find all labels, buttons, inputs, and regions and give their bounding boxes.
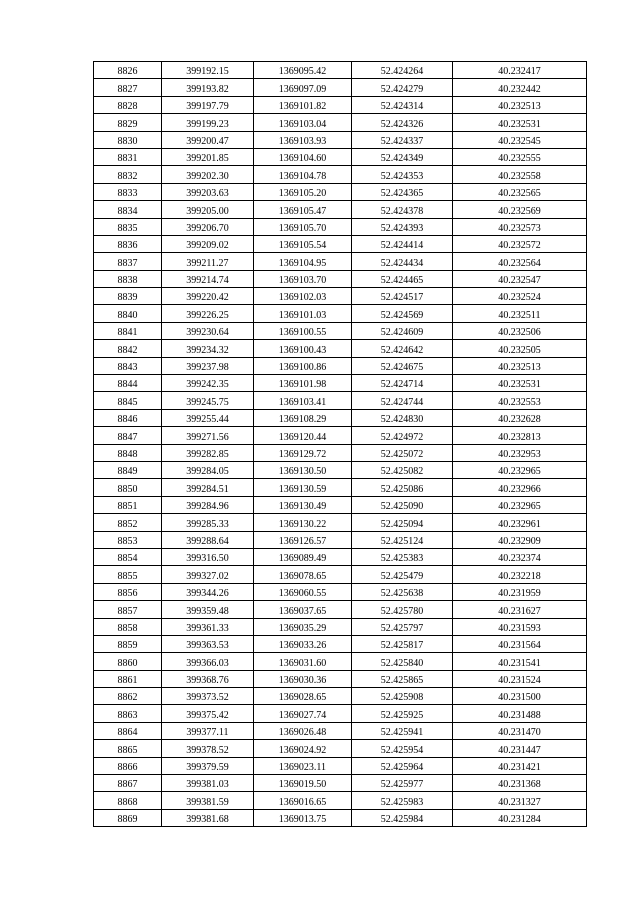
longitude-cell: 40.232505	[453, 340, 587, 357]
longitude-cell: 40.232813	[453, 427, 587, 444]
x-coordinate-cell: 399199.23	[162, 114, 254, 131]
x-coordinate-cell: 399359.48	[162, 601, 254, 618]
table-row	[94, 409, 587, 426]
table-row	[94, 322, 587, 339]
longitude-cell: 40.231541	[453, 653, 587, 670]
longitude-cell: 40.232547	[453, 270, 587, 287]
table-row	[94, 757, 587, 774]
longitude-cell: 40.232553	[453, 392, 587, 409]
y-coordinate-cell: 1369013.75	[254, 809, 352, 826]
longitude-cell: 40.232953	[453, 444, 587, 461]
latitude-cell: 52.425124	[352, 531, 453, 548]
longitude-cell: 40.232531	[453, 375, 587, 392]
y-coordinate-cell: 1369095.42	[254, 62, 352, 79]
point-number-cell: 8838	[94, 270, 162, 287]
y-coordinate-cell: 1369108.29	[254, 409, 352, 426]
table-row	[94, 201, 587, 218]
y-coordinate-cell: 1369028.65	[254, 688, 352, 705]
longitude-cell: 40.231959	[453, 583, 587, 600]
point-number-cell: 8836	[94, 235, 162, 252]
longitude-cell: 40.232511	[453, 305, 587, 322]
longitude-cell: 40.232966	[453, 479, 587, 496]
table-row	[94, 479, 587, 496]
x-coordinate-cell: 399375.42	[162, 705, 254, 722]
longitude-cell: 40.232442	[453, 79, 587, 96]
point-number-cell: 8846	[94, 409, 162, 426]
latitude-cell: 52.424393	[352, 218, 453, 235]
y-coordinate-cell: 1369126.57	[254, 531, 352, 548]
point-number-cell: 8867	[94, 775, 162, 792]
y-coordinate-cell: 1369023.11	[254, 757, 352, 774]
longitude-cell: 40.231447	[453, 740, 587, 757]
table-row	[94, 235, 587, 252]
x-coordinate-cell: 399284.05	[162, 461, 254, 478]
point-number-cell: 8850	[94, 479, 162, 496]
table-row	[94, 740, 587, 757]
latitude-cell: 52.424675	[352, 357, 453, 374]
latitude-cell: 52.425072	[352, 444, 453, 461]
latitude-cell: 52.424365	[352, 183, 453, 200]
latitude-cell: 52.425964	[352, 757, 453, 774]
y-coordinate-cell: 1369103.41	[254, 392, 352, 409]
latitude-cell: 52.424830	[352, 409, 453, 426]
longitude-cell: 40.232572	[453, 235, 587, 252]
y-coordinate-cell: 1369019.50	[254, 775, 352, 792]
x-coordinate-cell: 399373.52	[162, 688, 254, 705]
y-coordinate-cell: 1369033.26	[254, 635, 352, 652]
x-coordinate-cell: 399284.51	[162, 479, 254, 496]
x-coordinate-cell: 399316.50	[162, 548, 254, 565]
point-number-cell: 8866	[94, 757, 162, 774]
x-coordinate-cell: 399366.03	[162, 653, 254, 670]
y-coordinate-cell: 1369104.60	[254, 148, 352, 165]
y-coordinate-cell: 1369030.36	[254, 670, 352, 687]
y-coordinate-cell: 1369130.22	[254, 514, 352, 531]
point-number-cell: 8847	[94, 427, 162, 444]
longitude-cell: 40.231500	[453, 688, 587, 705]
x-coordinate-cell: 399271.56	[162, 427, 254, 444]
x-coordinate-cell: 399209.02	[162, 235, 254, 252]
x-coordinate-cell: 399282.85	[162, 444, 254, 461]
y-coordinate-cell: 1369102.03	[254, 288, 352, 305]
point-number-cell: 8842	[94, 340, 162, 357]
table-row	[94, 688, 587, 705]
latitude-cell: 52.424569	[352, 305, 453, 322]
point-number-cell: 8857	[94, 601, 162, 618]
point-number-cell: 8862	[94, 688, 162, 705]
longitude-cell: 40.232569	[453, 201, 587, 218]
x-coordinate-cell: 399378.52	[162, 740, 254, 757]
table-row	[94, 670, 587, 687]
table-row	[94, 444, 587, 461]
longitude-cell: 40.232506	[453, 322, 587, 339]
longitude-cell: 40.232628	[453, 409, 587, 426]
longitude-cell: 40.231627	[453, 601, 587, 618]
point-number-cell: 8852	[94, 514, 162, 531]
longitude-cell: 40.232573	[453, 218, 587, 235]
x-coordinate-cell: 399226.25	[162, 305, 254, 322]
latitude-cell: 52.425817	[352, 635, 453, 652]
point-number-cell: 8865	[94, 740, 162, 757]
longitude-cell: 40.232961	[453, 514, 587, 531]
y-coordinate-cell: 1369100.43	[254, 340, 352, 357]
x-coordinate-cell: 399245.75	[162, 392, 254, 409]
x-coordinate-cell: 399327.02	[162, 566, 254, 583]
table-row	[94, 635, 587, 652]
point-number-cell: 8834	[94, 201, 162, 218]
latitude-cell: 52.425925	[352, 705, 453, 722]
x-coordinate-cell: 399214.74	[162, 270, 254, 287]
latitude-cell: 52.424972	[352, 427, 453, 444]
point-number-cell: 8826	[94, 62, 162, 79]
table-row	[94, 618, 587, 635]
x-coordinate-cell: 399203.63	[162, 183, 254, 200]
y-coordinate-cell: 1369103.70	[254, 270, 352, 287]
x-coordinate-cell: 399206.70	[162, 218, 254, 235]
latitude-cell: 52.424642	[352, 340, 453, 357]
longitude-cell: 40.232558	[453, 166, 587, 183]
y-coordinate-cell: 1369130.49	[254, 496, 352, 513]
latitude-cell: 52.425840	[352, 653, 453, 670]
x-coordinate-cell: 399377.11	[162, 722, 254, 739]
longitude-cell: 40.232555	[453, 148, 587, 165]
y-coordinate-cell: 1369016.65	[254, 792, 352, 809]
table-row	[94, 340, 587, 357]
longitude-cell: 40.231470	[453, 722, 587, 739]
y-coordinate-cell: 1369101.98	[254, 375, 352, 392]
longitude-cell: 40.231284	[453, 809, 587, 826]
point-number-cell: 8835	[94, 218, 162, 235]
latitude-cell: 52.424349	[352, 148, 453, 165]
point-number-cell: 8848	[94, 444, 162, 461]
y-coordinate-cell: 1369089.49	[254, 548, 352, 565]
latitude-cell: 52.425977	[352, 775, 453, 792]
table-row	[94, 792, 587, 809]
table-row	[94, 79, 587, 96]
x-coordinate-cell: 399242.35	[162, 375, 254, 392]
table-row	[94, 809, 587, 826]
longitude-cell: 40.231368	[453, 775, 587, 792]
latitude-cell: 52.425780	[352, 601, 453, 618]
latitude-cell: 52.425954	[352, 740, 453, 757]
x-coordinate-cell: 399193.82	[162, 79, 254, 96]
latitude-cell: 52.424609	[352, 322, 453, 339]
y-coordinate-cell: 1369105.20	[254, 183, 352, 200]
latitude-cell: 52.424326	[352, 114, 453, 131]
table-row	[94, 166, 587, 183]
table-row	[94, 96, 587, 113]
x-coordinate-cell: 399202.30	[162, 166, 254, 183]
x-coordinate-cell: 399234.32	[162, 340, 254, 357]
latitude-cell: 52.424279	[352, 79, 453, 96]
point-number-cell: 8855	[94, 566, 162, 583]
x-coordinate-cell: 399363.53	[162, 635, 254, 652]
point-number-cell: 8869	[94, 809, 162, 826]
table-row	[94, 357, 587, 374]
x-coordinate-cell: 399285.33	[162, 514, 254, 531]
longitude-cell: 40.232417	[453, 62, 587, 79]
x-coordinate-cell: 399288.64	[162, 531, 254, 548]
latitude-cell: 52.425090	[352, 496, 453, 513]
y-coordinate-cell: 1369105.70	[254, 218, 352, 235]
y-coordinate-cell: 1369078.65	[254, 566, 352, 583]
x-coordinate-cell: 399368.76	[162, 670, 254, 687]
y-coordinate-cell: 1369130.59	[254, 479, 352, 496]
point-number-cell: 8860	[94, 653, 162, 670]
y-coordinate-cell: 1369104.78	[254, 166, 352, 183]
y-coordinate-cell: 1369026.48	[254, 722, 352, 739]
point-number-cell: 8832	[94, 166, 162, 183]
point-number-cell: 8827	[94, 79, 162, 96]
x-coordinate-cell: 399361.33	[162, 618, 254, 635]
latitude-cell: 52.425983	[352, 792, 453, 809]
y-coordinate-cell: 1369097.09	[254, 79, 352, 96]
point-number-cell: 8844	[94, 375, 162, 392]
x-coordinate-cell: 399230.64	[162, 322, 254, 339]
longitude-cell: 40.232531	[453, 114, 587, 131]
longitude-cell: 40.231593	[453, 618, 587, 635]
latitude-cell: 52.425479	[352, 566, 453, 583]
longitude-cell: 40.232965	[453, 461, 587, 478]
y-coordinate-cell: 1369103.93	[254, 131, 352, 148]
table-row	[94, 218, 587, 235]
x-coordinate-cell: 399284.96	[162, 496, 254, 513]
x-coordinate-cell: 399220.42	[162, 288, 254, 305]
y-coordinate-cell: 1369130.50	[254, 461, 352, 478]
x-coordinate-cell: 399381.59	[162, 792, 254, 809]
y-coordinate-cell: 1369100.55	[254, 322, 352, 339]
x-coordinate-cell: 399200.47	[162, 131, 254, 148]
longitude-cell: 40.231564	[453, 635, 587, 652]
latitude-cell: 52.424744	[352, 392, 453, 409]
longitude-cell: 40.232218	[453, 566, 587, 583]
latitude-cell: 52.424314	[352, 96, 453, 113]
longitude-cell: 40.231421	[453, 757, 587, 774]
x-coordinate-cell: 399197.79	[162, 96, 254, 113]
longitude-cell: 40.232909	[453, 531, 587, 548]
point-number-cell: 8837	[94, 253, 162, 270]
latitude-cell: 52.424378	[352, 201, 453, 218]
latitude-cell: 52.424434	[352, 253, 453, 270]
table-row	[94, 514, 587, 531]
table-row	[94, 601, 587, 618]
point-number-cell: 8861	[94, 670, 162, 687]
table-row	[94, 496, 587, 513]
y-coordinate-cell: 1369105.47	[254, 201, 352, 218]
x-coordinate-cell: 399237.98	[162, 357, 254, 374]
coordinates-table-body	[94, 62, 587, 827]
table-row	[94, 114, 587, 131]
y-coordinate-cell: 1369037.65	[254, 601, 352, 618]
y-coordinate-cell: 1369104.95	[254, 253, 352, 270]
table-row	[94, 253, 587, 270]
point-number-cell: 8849	[94, 461, 162, 478]
point-number-cell: 8868	[94, 792, 162, 809]
point-number-cell: 8841	[94, 322, 162, 339]
latitude-cell: 52.425984	[352, 809, 453, 826]
latitude-cell: 52.425082	[352, 461, 453, 478]
y-coordinate-cell: 1369103.04	[254, 114, 352, 131]
x-coordinate-cell: 399379.59	[162, 757, 254, 774]
table-row	[94, 548, 587, 565]
point-number-cell: 8859	[94, 635, 162, 652]
point-number-cell: 8863	[94, 705, 162, 722]
longitude-cell: 40.232524	[453, 288, 587, 305]
longitude-cell: 40.231327	[453, 792, 587, 809]
table-row	[94, 148, 587, 165]
latitude-cell: 52.425094	[352, 514, 453, 531]
x-coordinate-cell: 399205.00	[162, 201, 254, 218]
point-number-cell: 8858	[94, 618, 162, 635]
table-row	[94, 775, 587, 792]
point-number-cell: 8845	[94, 392, 162, 409]
table-row	[94, 62, 587, 79]
latitude-cell: 52.424337	[352, 131, 453, 148]
latitude-cell: 52.424264	[352, 62, 453, 79]
latitude-cell: 52.425865	[352, 670, 453, 687]
y-coordinate-cell: 1369027.74	[254, 705, 352, 722]
point-number-cell: 8830	[94, 131, 162, 148]
longitude-cell: 40.232545	[453, 131, 587, 148]
x-coordinate-cell: 399344.26	[162, 583, 254, 600]
point-number-cell: 8829	[94, 114, 162, 131]
longitude-cell: 40.232564	[453, 253, 587, 270]
table-row	[94, 183, 587, 200]
x-coordinate-cell: 399255.44	[162, 409, 254, 426]
latitude-cell: 52.425797	[352, 618, 453, 635]
point-number-cell: 8840	[94, 305, 162, 322]
table-row	[94, 705, 587, 722]
longitude-cell: 40.232513	[453, 357, 587, 374]
point-number-cell: 8851	[94, 496, 162, 513]
y-coordinate-cell: 1369031.60	[254, 653, 352, 670]
table-row	[94, 722, 587, 739]
y-coordinate-cell: 1369035.29	[254, 618, 352, 635]
latitude-cell: 52.424465	[352, 270, 453, 287]
longitude-cell: 40.232565	[453, 183, 587, 200]
table-row	[94, 270, 587, 287]
longitude-cell: 40.232513	[453, 96, 587, 113]
latitude-cell: 52.425638	[352, 583, 453, 600]
y-coordinate-cell: 1369024.92	[254, 740, 352, 757]
point-number-cell: 8864	[94, 722, 162, 739]
table-row	[94, 288, 587, 305]
longitude-cell: 40.232374	[453, 548, 587, 565]
latitude-cell: 52.425908	[352, 688, 453, 705]
latitude-cell: 52.424714	[352, 375, 453, 392]
point-number-cell: 8828	[94, 96, 162, 113]
table-row	[94, 531, 587, 548]
point-number-cell: 8831	[94, 148, 162, 165]
table-row	[94, 461, 587, 478]
point-number-cell: 8839	[94, 288, 162, 305]
latitude-cell: 52.424414	[352, 235, 453, 252]
coordinates-table	[93, 61, 587, 827]
latitude-cell: 52.424353	[352, 166, 453, 183]
x-coordinate-cell: 399201.85	[162, 148, 254, 165]
x-coordinate-cell: 399381.68	[162, 809, 254, 826]
x-coordinate-cell: 399192.15	[162, 62, 254, 79]
y-coordinate-cell: 1369129.72	[254, 444, 352, 461]
x-coordinate-cell: 399381.03	[162, 775, 254, 792]
longitude-cell: 40.231488	[453, 705, 587, 722]
y-coordinate-cell: 1369101.82	[254, 96, 352, 113]
y-coordinate-cell: 1369101.03	[254, 305, 352, 322]
point-number-cell: 8843	[94, 357, 162, 374]
point-number-cell: 8853	[94, 531, 162, 548]
table-row	[94, 427, 587, 444]
table-row	[94, 566, 587, 583]
table-row	[94, 375, 587, 392]
x-coordinate-cell: 399211.27	[162, 253, 254, 270]
table-row	[94, 653, 587, 670]
point-number-cell: 8854	[94, 548, 162, 565]
point-number-cell: 8856	[94, 583, 162, 600]
y-coordinate-cell: 1369100.86	[254, 357, 352, 374]
table-row	[94, 131, 587, 148]
point-number-cell: 8833	[94, 183, 162, 200]
y-coordinate-cell: 1369120.44	[254, 427, 352, 444]
latitude-cell: 52.425383	[352, 548, 453, 565]
longitude-cell: 40.231524	[453, 670, 587, 687]
y-coordinate-cell: 1369060.55	[254, 583, 352, 600]
latitude-cell: 52.424517	[352, 288, 453, 305]
table-row	[94, 305, 587, 322]
latitude-cell: 52.425941	[352, 722, 453, 739]
latitude-cell: 52.425086	[352, 479, 453, 496]
y-coordinate-cell: 1369105.54	[254, 235, 352, 252]
longitude-cell: 40.232965	[453, 496, 587, 513]
table-row	[94, 392, 587, 409]
table-row	[94, 583, 587, 600]
